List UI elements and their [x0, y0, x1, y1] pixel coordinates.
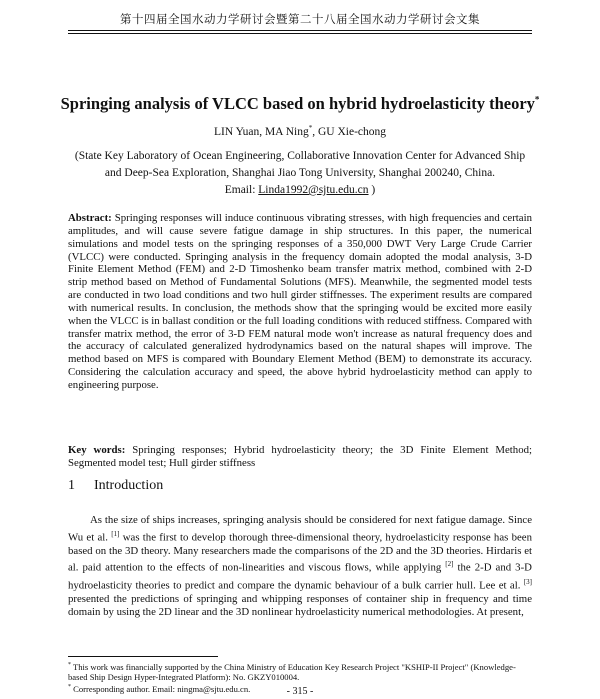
- footnote-1-text: This work was financially supported by the China Ministry of Education Key Research Project "KSHIP-II Project" (Knowledge-based Ship Design Hyper-Integrated Platform): No. GKZY010004.: [68, 661, 516, 683]
- citation-1[interactable]: [1]: [111, 529, 120, 538]
- intro-paragraph: [68, 514, 532, 620]
- header-rule-bottom: [68, 33, 532, 34]
- intro-text-3: the 2-D and 3-D hydroelasticity theories to predict and compare the dynamic behaviour of a bulk carrier hull. Lee et al.: [68, 561, 532, 592]
- footnote-rule: [68, 656, 218, 657]
- footnote-1-mark: *: [68, 662, 71, 668]
- authors-part2: , GU Xie-chong: [312, 125, 387, 138]
- section-title: Introduction: [94, 478, 164, 493]
- paper-title: [60, 94, 540, 114]
- footnote-2-mark: *: [68, 684, 71, 691]
- citation-2[interactable]: [2]: [445, 560, 454, 569]
- affiliation-line-3: [62, 184, 538, 196]
- keywords-text: Springing responses; Hybrid hydroelasticity theory; the 3D Finite Element Method; Segmented model test; Hull girder stiffness: [68, 444, 532, 469]
- email-label: Email:: [224, 184, 259, 196]
- citation-3[interactable]: [3]: [523, 577, 532, 586]
- intro-text-4: presented the predictions of springing and whipping responses of container ship in frequency and time domain by using the 2D linear and the 3D nonlinear hydroelasticity numerical methodologies. At present,: [68, 592, 532, 619]
- header-rule-top: [68, 30, 532, 31]
- intro-text-2: was the first to develop thorough three-dimensional theory, hydroelasticity response has been based on the 3D theory. Many researchers made the comparisons of the 2D and the 3D theories. Hirdaris et al. paid attention to the effects of non-linearities and viscous flows, while applying: [68, 531, 532, 574]
- footnote-2-text: Corresponding author. Email: ningma@sjtu.edu.cn.: [71, 684, 251, 695]
- abstract: [68, 212, 532, 392]
- keywords: [68, 444, 532, 470]
- corresponding-author-mark: *: [308, 124, 313, 132]
- affiliation-line-2: and Deep-Sea Exploration, Shanghai Jiao Tong University, Shanghai 200240, China.: [104, 167, 496, 179]
- abstract-label: Abstract:: [68, 212, 112, 224]
- page-number: - 315 -: [286, 686, 314, 697]
- affiliation-close: ): [368, 184, 376, 196]
- section-heading: [68, 478, 163, 494]
- intro-text-1: As the size of ships increases, springing analysis should be considered for next fatigue damage. Since Wu et al.: [68, 514, 532, 544]
- title-footnote-mark: *: [534, 94, 540, 105]
- paper-title-text: Springing analysis of VLCC based on hybrid hydroelasticity theory: [60, 94, 535, 113]
- abstract-text: Springing responses will induce continuous vibrating stresses, with high frequencies and certain amplitudes, and will cause severe fatigue damage in ship structures. In this paper, the numerical simulations and model tests on the springing responses of a 350,000 DWT Very Large Crude Carrier (VLCC) were conducted. Springing analysis in the frequency domain adopted the modal analysis, 3-D Finite Element Method (FEM) and 2-D Timoshenko beam transfer matrix method, combined with 2-D strip method based on Method of Fundamental Solutions (MFS). Meanwhile, the segmented model tests are conducted in two load conditions and two hull girder stiffnesses. The experiment results are compared with numerical results. In conclusion, the methods show that the springing would be excited more easily when the VLCC is in ballast condition or the full loading conditions with reduced stiffness. Compared with transfer matrix method, the error of 3-D FEM natural mode won't increase as natural frequency does and the accuracy of calculated generalized hydrodynamics based on the natural shapes will improve. The method based on MFS is compared with Boundary Element Method (BEM) to demonstrate its accuracy. Considering the calculation accuracy and speed, the above hybrid hydroelasticity method can apply to engineering purpose.: [68, 212, 532, 391]
- keywords-label: Key words:: [68, 444, 126, 456]
- authors: [60, 124, 540, 138]
- email-link[interactable]: Linda1992@sjtu.edu.cn: [258, 184, 369, 196]
- authors-part1: LIN Yuan, MA Ning: [213, 125, 309, 138]
- section-number: 1: [68, 478, 75, 493]
- running-head: 第十四届全国水动力学研讨会暨第二十八届全国水动力学研讨会文集: [120, 12, 480, 26]
- affiliation-line-1: (State Key Laboratory of Ocean Engineering, Collaborative Innovation Center for Advanced Ship: [74, 150, 526, 162]
